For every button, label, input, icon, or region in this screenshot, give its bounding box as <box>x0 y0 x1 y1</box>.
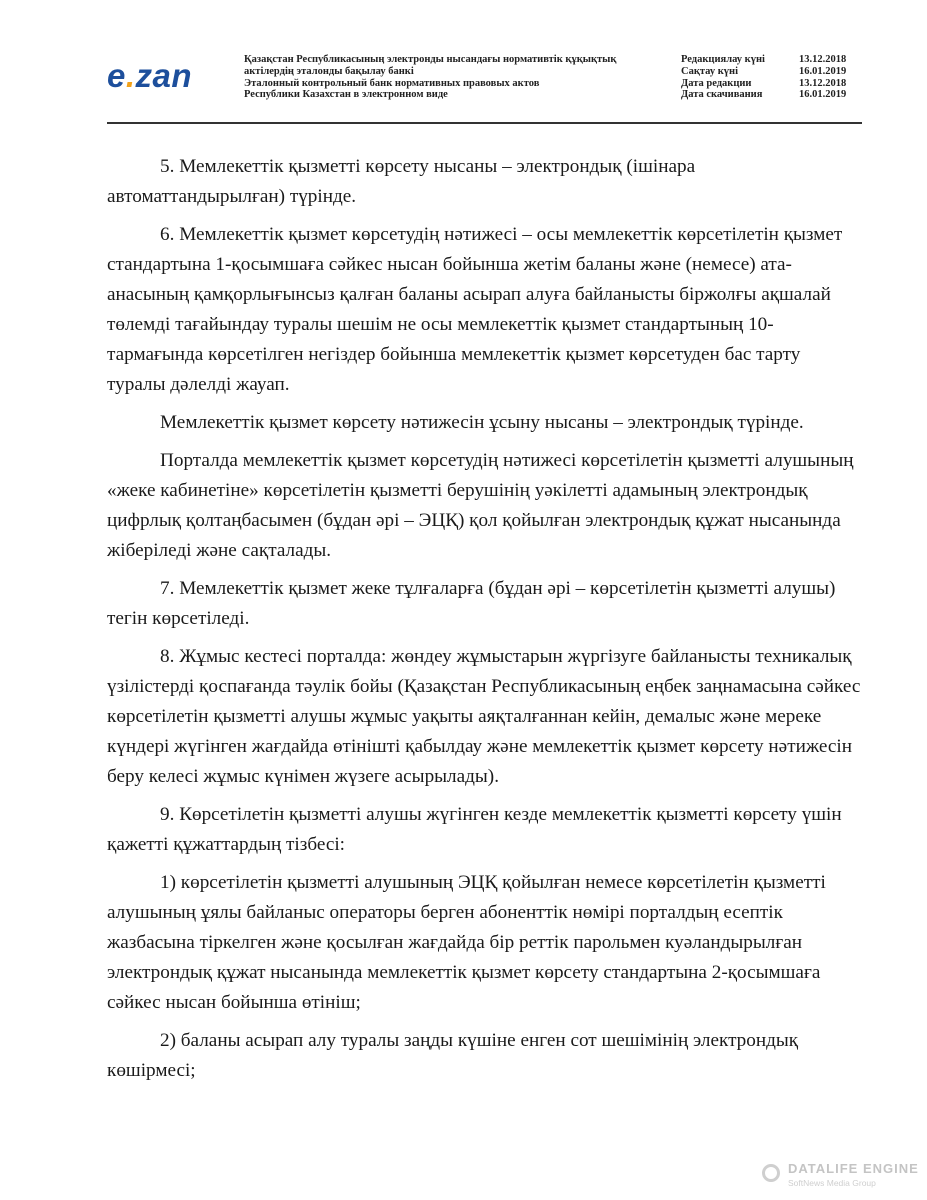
header-description-line: Қазақстан Республикасының электронды нысандағы нормативтік құқықтық <box>244 54 617 65</box>
meta-row <box>681 78 862 90</box>
ezan-logo[interactable]: e.zan <box>107 57 193 94</box>
paragraph-item-6: 6. Мемлекеттік қызмет көрсетудің нәтижесі – осы мемлекеттік көрсетілетін қызмет стандартына 1-қосымшаға сәйкес нысан бойынша жетім баланы және (немесе) ата-анасының қамқорлығынсыз қалған баланы асырап алуға байланысты біржолғы ақшалай төлемді тағайындау туралы шешім не осы мемлекеттік қызмет стандартының 10-тармағында көрсетілген негіздер бойынша мемлекеттік қызмет көрсетуден бас тарту туралы дәлелді жауап. <box>107 224 843 395</box>
paragraph-portal: Порталда мемлекеттік қызмет көрсетудің нәтижесі көрсетілетін қызметті алушының «жеке кабинетіне» көрсетілетін қызметті берушінің уәкілетті адамының электрондық цифрлық қолтаңбасымен (бұдан әрі – ЭЦҚ) қол қойылған электрондық құжат нысанында жіберіледі және сақталады. <box>107 450 854 561</box>
meta-label: Редакциялау күні <box>681 54 765 65</box>
watermark-brand: DATALIFE ENGINE <box>788 1161 919 1176</box>
meta-row <box>681 54 862 66</box>
paragraph-item-9: 9. Көрсетілетін қызметті алушы жүгінген кезде мемлекеттік қызметті көрсету үшін қажетті құжаттардың тізбесі: <box>107 804 842 855</box>
paragraph-item-5: 5. Мемлекеттік қызметті көрсету нысаны – электрондық (ішінара автоматтандырылған) түрінде. <box>107 156 696 207</box>
meta-label: Дата скачивания <box>681 89 763 101</box>
header-description-line: Республики Казахстан в электронном виде <box>244 89 448 101</box>
paragraph-sub-2: 2) баланы асырап алу туралы заңды күшіне енген сот шешімінің электрондық көшірмесі; <box>107 1030 799 1081</box>
header-description-line: Эталонный контрольный банк нормативных правовых актов <box>244 77 540 89</box>
paragraph-item-8: 8. Жұмыс кестесі порталда: жөндеу жұмыстарын жүргізуге байланысты техникалық үзілістерді қоспағанда тәулік бойы (Қазақстан Республикасының еңбек заңнамасына сәйкес көрсетілетін қызметті алушы жұмыс уақыты аяқталғаннан кейін, демалыс және мереке күндері жүгінген жағдайда өтінішті қабылдау және мемлекеттік қызмет көрсету нәтижесін беру келесі жұмыс күнімен жүзеге асырылады). <box>107 646 861 787</box>
meta-label: Дата редакции <box>681 77 752 89</box>
meta-value: 16.01.2019 <box>799 89 847 101</box>
paragraph-sub-1: 1) көрсетілетін қызметті алушының ЭЦҚ қойылған немесе көрсетілетін қызметті алушының ұялы байланыс операторы берген абоненттік нөмірі порталдың есептік жазбасына тіркелген және қосылған жағдайда бір реттік парольмен куәландырылған электрондық құжат нысанында мемлекеттік қызмет көрсету стандартына 2-қосымшаға сәйкес нысан бойынша өтініш; <box>107 872 826 1013</box>
meta-label: Сақтау күні <box>681 65 739 77</box>
paragraph-item-7: 7. Мемлекеттік қызмет жеке тұлғаларға (бұдан әрі – көрсетілетін қызметті алушы) тегін көрсетіледі. <box>107 578 836 629</box>
watermark-icon <box>762 1164 780 1182</box>
document-header <box>107 50 862 124</box>
document-body <box>107 152 862 1094</box>
meta-value: 16.01.2019 <box>799 65 847 77</box>
meta-row <box>681 89 862 101</box>
watermark-sub: SoftNews Media Group <box>788 1178 876 1188</box>
meta-row <box>681 66 862 78</box>
paragraph-result-form: Мемлекеттік қызмет көрсету нәтижесін ұсыну нысаны – электрондық түрінде. <box>160 412 804 433</box>
header-dates <box>681 54 862 101</box>
meta-value: 13.12.2018 <box>799 77 847 89</box>
header-description-line: актілердің эталонды бақылау банкі <box>244 65 414 77</box>
header-description <box>244 54 664 101</box>
meta-value: 13.12.2018 <box>799 54 847 65</box>
